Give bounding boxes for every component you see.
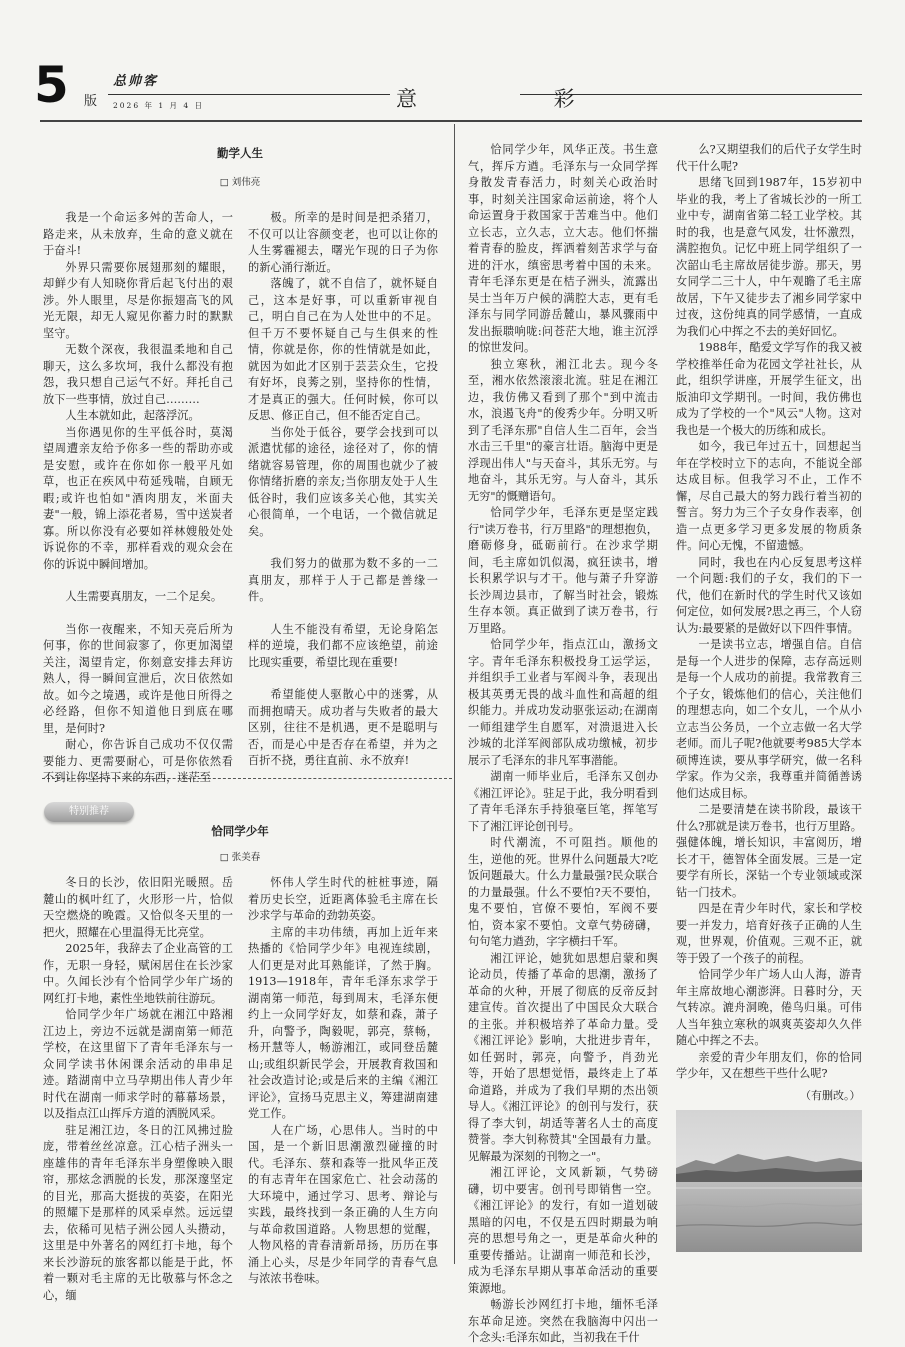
paragraph: 当你遇见你的生平低谷时，莫渴望周遭亲友给予你多一些的帮助亦或是安慰，或许在你如你一般平凡如草，也正在疾风中苟延残喘，自顾无暇;或许也怕如"酒肉朋友，米面夫妻"一般，锦上添花者易，雪中送炭者寡。所以你没有必要如祥林嫂般处处诉说你的不幸，那样看戏的观众会在你的诉说中瞬间增加。 (43, 425, 233, 571)
paragraph: 二是要清楚在读书阶段，最该干什么?那就是读万卷书，也行万里路。强健体魄，增长知识，丰富阅历，增长才干，德智体全面发展。三是一定要学有所长，深钻一个专业领域或深钻一门技术。 (676, 803, 862, 899)
paragraph: 同时，我也在内心反复思考这样一个问题:我们的子女，我们的下一代，他们在新时代的学生时代又该如何定位，如何发展?思之再三，个人窃认为:最要紧的是做好以下四件事情。 (676, 555, 862, 635)
article-title: 恰同学少年 (211, 824, 269, 838)
paragraph: 人生需要真朋友，一二个足矣。 (65, 590, 223, 603)
paragraph: 恰同学少年，毛泽东更是坚定践行"读万卷书，行万里路"的理想抱负，磨砺修身，砥砺前行。在沙求学期间，毛主席如饥似渴，疯狂读书，增长积累学识与才干。他与萧子升穿游长沙周边县市，了解当时社会，锻炼生存本领。真正做到了读万卷书，行万里路。 (468, 506, 658, 635)
top-rule (40, 120, 862, 122)
page-number-suffix: 版 (84, 94, 98, 109)
column-divider (454, 124, 455, 1264)
section-title: 意 彩 (396, 87, 640, 111)
paragraph: 耐心，你告诉自己成功不仅仅需要能力、更需要耐心，可是你依然看不到让你坚持下来的东西，迷茫至 (43, 738, 233, 784)
paragraph: 怀伟人学生时代的桩桩事迹，隔着历史长空，近距离体验毛主席在长沙求学与革命的劲勃英姿。 (248, 876, 438, 922)
paragraph: 亲爱的青少年朋友们，你的恰同学少年，又在想些干些什么呢? (676, 1050, 862, 1080)
paragraph: 恰同学少年广场就在湘江中路湘江边上，旁边不远就是湖南第一师范学校，在这里留下了青年毛泽东与一众同学读书休闲课余活动的串串足迹。踏湖南中立马孕期出伟人青少年时代在湖南一师求学时的幕幕场景，以及指点江山挥斥方道的洒脱风采。 (43, 1008, 233, 1120)
article-column (468, 142, 658, 1344)
paragraph: 人生本就如此，起落浮沉。 (65, 409, 200, 422)
article-title: 勤学人生 (217, 146, 263, 160)
paragraph: 我是一个命运多舛的苦命人，一路走来，从未放弃，生命的意义就在于奋斗! (43, 211, 233, 257)
article-column (43, 210, 233, 784)
paragraph: 极。所幸的是时间是把杀猪刀，不仅可以让容颜变老，也可以让你的人生雾霾褪去，曙光乍现的日子为你的新心涌行渐近。 (248, 211, 438, 274)
paragraph: 恰同学少年，指点江山，激扬文字。青年毛泽东积极投身工运学运，并组织手工业者与军阀斗争，表现出极其英勇无畏的战斗血性和高超的组织能力。并成功发动驱张运动;在湖南一师组建学生自愿军，对溃退进入长沙城的北洋军阀部队成功缴械，初步展示了毛泽东的非凡军事潜能。 (468, 638, 658, 767)
issue-date: 2026 年 1 月 4 日 (113, 101, 205, 110)
end-note: （有删改。） (800, 1089, 861, 1102)
paper-name: 总帅客 (113, 74, 159, 89)
article-column (248, 875, 438, 1285)
paragraph: 独立寒秋，湘江北去。现今冬至，湘水依然滚滚北流。驻足在湘江边，我仿佛又看到了那个"到中流击水，浪遏飞舟"的俊秀少年。分明又听到了毛泽东那"自信人生二百年，会当水击三千里"的豪言壮语。脑海中更是浮现出伟人"与天奋斗，其乐无穷。与地奋斗，其乐无穷。与人奋斗，其乐无穷"的慨赠语句。 (468, 357, 658, 503)
paragraph: 无数个深夜，我很温柔地和自己聊天，这么多坎坷，我什么都没有抱怨，我只想自己运气不好。拜托自己放下一些事情，放过自己……… (43, 343, 233, 406)
article-author: □ 张美春 (219, 852, 261, 863)
paragraph: 外界只需要你展翅那刻的耀眼，却鲜少有人知晓你背后起飞付出的艰涉。外人眼里，尽是你振翅高飞的风光无限，却无人窥见你蓄力时的默默坚守。 (43, 260, 233, 340)
paragraph: 湖南一师毕业后，毛泽东又创办《湘江评论》。驻足于此，我分明看到了青年毛泽东手持狼毫巨笔，挥笔写下了湘江评论创刊号。 (468, 770, 658, 833)
lake-photo (676, 1110, 862, 1252)
article-column (43, 875, 233, 1302)
paragraph: 恰同学少年广场人山人海，游青年主席故地心潮澎湃。日暮时分，天气转凉。漉舟洞晚，倦鸟归巢。可伟人当年独立寒秋的飒爽英姿却久久伴随心中挥之不去。 (676, 968, 862, 1047)
paragraph: 2025年，我辞去了企业高管的工作，无职一身轻，赋闲居住在长沙家中。久闻长沙有个恰同学少年广场的网红打卡地，素性坐地铁前往游玩。 (43, 942, 233, 1005)
paragraph: 人在广场，心思伟人。当时的中国，是一个新旧思潮激烈碰撞的时代。毛泽东、蔡和森等一批风华正茂的有志青年在国家危亡、社会动荡的大环境中，通过学习、思考、辩论与实践，最终找到一条正确的人生方向与革命救国道路。人物思想的觉醒，人物风格的青春清新昂扬，历历在事涌上心头，尽是少年同学的青春气息与浓浓书卷味。 (248, 1123, 438, 1285)
paragraph: 时代潮流，不可阻挡。顺他的生，逆他的死。世界什么问题最大?吃饭问题最大。什么力量最强?民众联合的力量最强。什么不要怕?天不要怕，鬼不要怕，官僚不要怕，军阀不要怕，资本家不要怕。文章气势磅礴，句句笔力遒劲，字字横扫千军。 (468, 836, 658, 948)
paragraph: 湘江评论，文风新颖，气势磅礴，切中要害。创刊号即销售一空。《湘江评论》的发行，有如一道划破黑暗的闪电，不仅是五四时期最为响亮的思想号角之一，更是革命火种的重要传播站。让湖南一师范和长沙，成为毛泽东早期从事革命活动的重要策源地。 (468, 1166, 658, 1295)
paragraph: 当你处于低谷，要学会找到可以派遣忧郁的途径，途径对了，你的情绪就容易管理，你的周围也就少了被你情绪折磨的亲友;当你朋友处于人生低谷时，我们应该多关心他，其实关心很简单，一个电话，一个微信就足矣。 (248, 425, 438, 538)
paragraph: 湘江评论，她犹如思想启蒙和舆论动员，传播了革命的思潮，激扬了革命的火种，开展了彻底的反帝反封建宣传。首次提出了中国民众大联合的主张。并积极培养了革命力量。受《湘江评论》影响，大批进步青年，如任弼时，郭亮，向警予，肖劲光等，开始了思想觉悟，最终走上了革命道路，并成为了我们早期的杰出领导人。《湘江评论》的创刊与发行，获得了李大钊，胡适等著名人士的高度赞誉。李大钊称赞其"全国最有力量。见解最为深刻的刊物之一"。 (468, 951, 658, 1163)
paragraph: 驻足湘江边，冬日的江风拂过脸庞，带着丝丝凉意。江心桔子洲头一座雄伟的青年毛泽东半身塑像映入眼帘，那炫念洒脱的长发，那深邃坚定的目光，那高大挺拔的英姿，在阳光的照耀下是那样的风采卓然。远远望去，依稀可见桔子洲公园人头攒动，这里是中外著名的网红打卡地，每个来长沙游玩的旅客都以能是于此，怀着一颗对毛主席的无比敬慕与怀念之心，缅 (43, 1123, 233, 1302)
paragraph: 人生不能没有希望，无论身陷怎样的逆境，我们都不应该绝望，前途比现实重要，希望比现在重要! (248, 622, 438, 669)
article-author: □ 刘伟亮 (219, 177, 261, 188)
paragraph: 畅游长沙网红打卡地，缅怀毛泽东革命足迹。突然在我脑海中闪出一个念头:毛泽东如此，当初我在千什 (468, 1298, 658, 1344)
paragraph: 我们努力的做那为数不多的一二真朋友，那样于人于己都是善缘一件。 (248, 557, 438, 603)
paragraph: 恰同学少年，风华正茂。书生意气，挥斥方遒。毛泽东与一众同学挥身散发青春活力，时刻关心政治时事，时刻关注国家命运前途，将个人命运置身于救国家于苦难当中。他们立长志，立久志，立大志。他们怀揣着青春的脸皮，挥洒着刻苦求学与奋进的汗水，缜密思考着中国的未来。青年毛泽东更是在桔子洲头，流露出吴士当年万户候的满腔大志，更有毛泽东与同学同游岳麓山，暴风骤雨中发出振聩响咙:问苍茫大地，谁主沉浮的惊世发问。 (468, 143, 658, 354)
paragraph: 主席的丰功伟绩，再加上近年来热播的《恰同学少年》电视连续剧，人们更是对此耳熟能详，了然于胸。1913—1918年，青年毛泽东求学于湖南第一师范，每到周末，毛泽东便约上一众同学好友，如蔡和森，萧子升，向警予，陶毅呢，郭亮，蔡畅，杨开慧等人，畅游湘江，或同登岳麓山;或组织新民学会，开展教育救国和社会改造讨论;或是后来的主编《湘江评论》，宣扬马克思主义，筹建湖南建党工作。 (248, 925, 438, 1120)
header-rule (108, 94, 390, 95)
featured-badge: 特别推荐 (44, 802, 134, 822)
paragraph: 思绪飞回到1987年，15岁初中毕业的我，考上了省城长沙的一所工业中专，湖南省第二轻工业学校。其时的我，也是意气风发，壮怀激烈，满腔抱负。记忆中班上同学组织了一次韶山毛主席故居徒步游。那天，男女同学二三十人，中午观瞻了毛主席故居，下午又徒步去了湘乡同学家中过夜，这份纯真的同学感情，一直成为我们心中挥之不去的美好回忆。 (676, 176, 862, 338)
article-column (248, 210, 438, 770)
paragraph: 一是读书立志，增强自信。自信是每一个人进步的保障，志存高远则是每一个人成功的前提。我常教育三个子女，锻炼他们的信心，关注他们的理想志向，如二个女儿，一个从小立志当公务员，一个立志做一名大学老师。而儿子呢?他就要考985大学本硕博连读，要从事学研究，做一名科学家。作为父亲，我尊重并简循善诱他们达成目标。 (676, 638, 862, 800)
paragraph: 落魄了，就不自信了，就怀疑自己，这本是好事，可以重新审视自己，明白自己在为人处世中的不足。但千万不要怀疑自己与生俱来的性情，你就是你，你的性情就是如此，就因为如此才区别于芸芸众生，它投有好坏，良莠之别，坚持你的性情，才是真正的强大。任何时候，你可以反思、修正自己，但不能否定自己。 (248, 277, 438, 422)
paragraph: 1988年，酷爱文学写作的我又被学校推举任命为花园文学社社长，从此，组织学讲座，开展学生征文，出版油印文学期刊。一时间，我仿佛也成为了学校的一个"风云"人物。这对我也是一个极大的历练和成长。 (676, 341, 862, 437)
paragraph: 当你一夜醒来，不知天亮后所为何事，你的世间寂寥了，你更加渴望关注，渴望肯定，你刻意安排去拜访熟人，得一瞬间宣泄后，次日依然如故。如今之境遇，或许是他日所得之必经路，但你不知道他日到底在哪里，是何时? (43, 622, 233, 735)
paragraph: 么?又期望我们的后代子女学生时代干什么呢? (676, 143, 862, 173)
page-number: 5 (34, 56, 69, 114)
paragraph: 四是在青少年时代，家长和学校要一并发力，培育好孩子正确的人生观，世界观，价值观。三观不正，就等于毁了一个孩子的前程。 (676, 902, 862, 965)
paragraph: 希望能使人驱散心中的迷雾，从而拥抱晴天。成功者与失败者的最大区别，往往不是机遇，更不是聪明与否，而是心中是否存在希望，并为之百折不挠，勇往直前、永不放弃! (248, 688, 438, 767)
paragraph: 冬日的长沙，依旧阳光暖照。岳麓山的枫叶红了，火形形一片，恰似天空燃烧的晚霞。又恰似冬天里的一把火，照耀在心里温得无比亮堂。 (43, 876, 233, 939)
paragraph: 如今，我已年过五十，回想起当年在学校时立下的志向，不能说全部达成目标。但我学习不止，工作不懈，尽自己最大的努力践行着当初的誓言。努力为三个子女身作表率，创造一点更多学习更多发展的物质条件。问心无愧，不留遗憾。 (676, 440, 862, 552)
article-column (676, 142, 862, 1082)
